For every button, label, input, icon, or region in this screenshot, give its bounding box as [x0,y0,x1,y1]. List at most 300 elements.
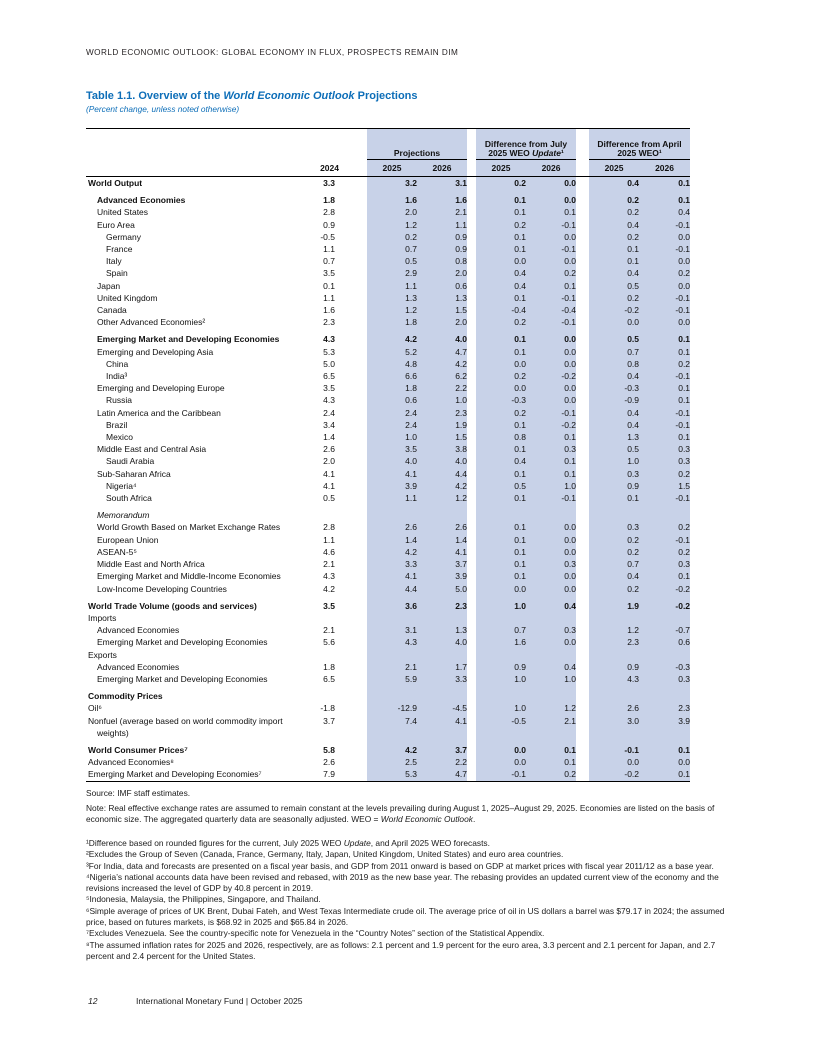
column-gap [467,407,476,419]
column-gap [467,661,476,673]
cell-april-2026: 0.1 [639,739,690,756]
table-row [86,189,690,206]
cell-april-2026: -0.1 [639,370,690,382]
cell-april-2026: -0.1 [639,407,690,419]
column-gap [576,407,589,419]
cell-proj-2026: 1.5 [417,431,467,443]
cell-july-2025: 0.2 [476,219,526,231]
cell-proj-2025: 4.3 [367,636,417,648]
cell-july-2025: 0.7 [476,624,526,636]
column-gap [467,129,476,160]
cell-april-2025: 0.2 [589,206,639,218]
row-label: France [106,244,133,255]
cell-april-2025: 0.4 [589,419,639,431]
cell-july-2025: 0.1 [476,570,526,582]
cell-proj-2026: 4.7 [417,768,467,781]
column-gap [339,570,367,582]
column-gap [467,649,476,661]
cell-april-2026: 0.0 [639,280,690,292]
cell-proj-2025 [367,612,417,624]
table-row [86,267,690,279]
cell-proj-2026 [417,685,467,702]
cell-april-2026: -0.2 [639,595,690,612]
row-label: Imports [88,612,117,623]
column-gap [576,756,589,768]
footnote: ⁴Nigeria’s national accounts data have been revised and rebased, with 2019 as the new base year. The rebasing provides an updated current view of the economy and the revisions increased the level of GDP by 40.8 percent in 2019. [86,871,719,894]
cell-2024: 1.8 [323,195,335,206]
cell-proj-2026: 4.2 [417,358,467,370]
cell-april-2026: -0.1 [639,292,690,304]
column-gap [576,521,589,533]
cell-april-2026 [639,649,690,661]
table-title-part1: Table 1.1. Overview of the [86,90,224,102]
cell-july-2025: 0.0 [476,583,526,595]
cell-2024: 1.1 [323,244,335,255]
cell-2024: 2.1 [323,559,335,570]
column-gap [576,468,589,480]
cell-proj-2026: 2.0 [417,316,467,328]
col-header-april-2026: 2026 [639,160,690,177]
cell-april-2026: 0.1 [639,431,690,443]
column-gap [339,407,367,419]
cell-july-2026: 0.0 [526,328,576,345]
cell-proj-2026: -4.5 [417,702,467,714]
cell-july-2025 [476,612,526,624]
cell-april-2025: 0.0 [589,756,639,768]
cell-april-2026 [639,727,690,739]
cell-july-2026: 0.0 [526,358,576,370]
cell-july-2026: 0.0 [526,394,576,406]
table-row [86,673,690,685]
cell-april-2025: 0.3 [589,521,639,533]
cell-proj-2026: 0.8 [417,255,467,267]
cell-april-2026: -0.1 [639,492,690,504]
cell-april-2025: 0.4 [589,177,639,190]
cell-july-2025: 0.9 [476,661,526,673]
column-gap [467,346,476,358]
cell-april-2025: 0.9 [589,480,639,492]
cell-july-2026: 0.3 [526,443,576,455]
cell-july-2025: 0.1 [476,521,526,533]
table-row [86,768,690,781]
cell-july-2026: -0.2 [526,419,576,431]
column-gap [576,267,589,279]
cell-2024: 1.1 [323,292,335,303]
cell-proj-2026: 1.1 [417,219,467,231]
column-gap [576,255,589,267]
cell-proj-2026: 3.9 [417,570,467,582]
cell-july-2026: 2.1 [526,715,576,727]
cell-april-2026: 2.3 [639,702,690,714]
column-gap [339,346,367,358]
cell-july-2026: 0.0 [526,231,576,243]
table-title [86,90,418,102]
cell-proj-2025: 4.8 [367,358,417,370]
column-gap [576,382,589,394]
column-gap [339,521,367,533]
column-gap [467,206,476,218]
cell-proj-2026: 4.0 [417,328,467,345]
cell-2024 [301,612,339,624]
cell-july-2026 [526,612,576,624]
cell-july-2026: 0.4 [526,661,576,673]
cell-april-2025: 0.2 [589,292,639,304]
table-subtitle: (Percent change, unless noted otherwise) [86,104,240,114]
cell-proj-2026 [417,612,467,624]
col-header-july-2025: 2025 [476,160,526,177]
column-gap [339,624,367,636]
cell-proj-2026: 2.2 [417,382,467,394]
cell-april-2025: 0.4 [589,407,639,419]
cell-april-2025: 0.5 [589,443,639,455]
cell-july-2025: 0.1 [476,492,526,504]
cell-2024: 4.3 [323,571,335,582]
cell-april-2026: 0.3 [639,673,690,685]
column-gap [339,739,367,756]
cell-april-2026: -0.7 [639,624,690,636]
cell-july-2026: 0.0 [526,534,576,546]
cell-2024: 1.6 [323,305,335,316]
row-label: Euro Area [97,219,135,230]
table-row [86,468,690,480]
column-gap [467,558,476,570]
column-gap [576,727,589,739]
cell-april-2025: 1.9 [589,595,639,612]
cell-july-2025: 0.0 [476,739,526,756]
cell-july-2025: 0.0 [476,358,526,370]
table-row [86,394,690,406]
cell-proj-2026: 4.0 [417,636,467,648]
column-gap [576,280,589,292]
cell-april-2026: 0.4 [639,206,690,218]
cell-2024 [301,685,339,702]
column-gap [467,492,476,504]
cell-2024: 2.6 [323,757,335,768]
cell-july-2025: 0.2 [476,407,526,419]
column-gap [467,480,476,492]
cell-proj-2025: 4.2 [367,739,417,756]
column-gap [576,370,589,382]
column-gap [339,189,367,206]
cell-proj-2025: 3.1 [367,624,417,636]
footer-text: International Monetary Fund | October 2025 [136,996,303,1006]
table-row [86,455,690,467]
footnote: ⁵Indonesia, Malaysia, the Philippines, Singapore, and Thailand. [86,894,321,905]
cell-proj-2026: 1.7 [417,661,467,673]
source-line: Source: IMF staff estimates. [86,788,191,798]
cell-april-2026: 0.6 [639,636,690,648]
cell-april-2025: 0.3 [589,468,639,480]
column-gap [339,492,367,504]
cell-2024: 2.3 [323,317,335,328]
table-row [86,756,690,768]
cell-april-2025: 0.5 [589,280,639,292]
cell-july-2026: 0.2 [526,768,576,781]
column-gap [576,243,589,255]
column-gap [339,480,367,492]
cell-july-2025: 0.0 [476,382,526,394]
table-row [86,243,690,255]
cell-april-2026: 0.3 [639,443,690,455]
cell-2024: 4.1 [323,468,335,479]
cell-2024: 4.3 [323,395,335,406]
cell-july-2026: 0.1 [526,468,576,480]
cell-2024: 3.5 [323,383,335,394]
column-gap [576,661,589,673]
cell-proj-2026: 1.2 [417,492,467,504]
column-gap [467,739,476,756]
cell-proj-2025: 1.8 [367,382,417,394]
cell-april-2026 [639,612,690,624]
column-gap [339,316,367,328]
cell-proj-2025: 3.2 [367,177,417,190]
column-gap [576,768,589,781]
column-gap [467,292,476,304]
cell-2024: 5.6 [323,637,335,648]
cell-april-2025: 2.3 [589,636,639,648]
cell-july-2026: 0.0 [526,521,576,533]
cell-july-2025: 0.1 [476,546,526,558]
row-label: United Kingdom [97,292,158,303]
table-row [86,255,690,267]
column-gap [339,455,367,467]
table-row [86,649,690,661]
column-gap [576,649,589,661]
column-gap [467,255,476,267]
cell-july-2026: 0.1 [526,756,576,768]
column-gap [339,431,367,443]
row-label: United States [97,207,149,218]
column-gap [339,394,367,406]
cell-april-2025: 0.2 [589,189,639,206]
column-gap [339,595,367,612]
table-row [86,280,690,292]
cell-april-2026: 0.1 [639,177,690,190]
column-gap [339,358,367,370]
cell-july-2025: 0.1 [476,328,526,345]
year-header-row [86,160,690,177]
column-gap [467,231,476,243]
cell-april-2026: 0.3 [639,558,690,570]
table-row [86,219,690,231]
row-label: Emerging Market and Developing Economies [97,334,280,345]
cell-july-2026: -0.2 [526,370,576,382]
running-head: WORLD ECONOMIC OUTLOOK: GLOBAL ECONOMY IN FLUX, PROSPECTS REMAIN DIM [86,48,459,57]
table-row [86,292,690,304]
cell-april-2026: 0.0 [639,255,690,267]
cell-april-2025: -0.2 [589,304,639,316]
col-header-proj-2026: 2026 [417,160,467,177]
column-gap [576,612,589,624]
cell-july-2025: 0.1 [476,292,526,304]
cell-2024: 0.9 [323,219,335,230]
cell-proj-2026: 3.8 [417,443,467,455]
cell-april-2026: 0.2 [639,358,690,370]
column-gap [339,702,367,714]
column-gap [467,468,476,480]
cell-july-2026: 0.0 [526,255,576,267]
cell-proj-2025: 1.8 [367,316,417,328]
cell-2024: 2.8 [323,207,335,218]
row-label: Middle East and North Africa [97,559,205,570]
cell-july-2026: -0.1 [526,316,576,328]
column-gap [467,521,476,533]
column-gap [576,534,589,546]
column-gap [339,558,367,570]
weo-projections-table [86,128,690,782]
cell-april-2025: 0.4 [589,370,639,382]
table-body [86,177,690,782]
column-gap [576,177,589,190]
table-row [86,443,690,455]
cell-july-2026: 0.3 [526,624,576,636]
column-gap [576,189,589,206]
cell-2024: 7.9 [301,768,339,781]
cell-proj-2025: 1.1 [367,280,417,292]
column-gap [339,546,367,558]
cell-proj-2025: 4.0 [367,455,417,467]
column-gap [576,739,589,756]
column-gap [576,219,589,231]
cell-april-2026: -0.1 [639,243,690,255]
cell-proj-2026: 1.4 [417,534,467,546]
row-label: Emerging Market and Developing Economies [97,673,268,684]
cell-proj-2026: 2.3 [417,407,467,419]
cell-proj-2026: 2.1 [417,206,467,218]
cell-april-2025 [589,504,639,521]
table-title-italic: World Economic Outlook [223,90,355,102]
cell-proj-2025: 1.1 [367,492,417,504]
cell-proj-2025: 1.0 [367,431,417,443]
cell-july-2025: -0.3 [476,394,526,406]
cell-july-2025: -0.4 [476,304,526,316]
cell-proj-2026: 1.5 [417,304,467,316]
column-gap [339,636,367,648]
cell-april-2025: -0.9 [589,394,639,406]
row-label: Exports [88,649,117,660]
column-gap [467,673,476,685]
column-gap [576,455,589,467]
column-gap [576,702,589,714]
row-label: Emerging Market and Developing Economies [97,637,268,648]
column-gap [576,583,589,595]
column-gap [576,328,589,345]
row-label: Latin America and the Caribbean [97,407,221,418]
cell-april-2025 [589,685,639,702]
column-gap [339,255,367,267]
col-header-2024: 2024 [301,160,339,177]
footnote: ²Excludes the Group of Seven (Canada, France, Germany, Italy, Japan, United Kingdom, United States) and euro area countries. [86,849,564,860]
row-label: Emerging and Developing Europe [97,383,225,394]
column-gap [467,370,476,382]
cell-april-2025: -0.1 [589,739,639,756]
column-gap [467,267,476,279]
cell-april-2026: -0.3 [639,661,690,673]
table-row [86,382,690,394]
cell-proj-2026: 2.3 [417,595,467,612]
cell-proj-2025: 4.2 [367,328,417,345]
cell-proj-2025: 2.1 [367,661,417,673]
table-row [86,480,690,492]
table-row [86,612,690,624]
row-label: Nigeria⁴ [106,480,137,491]
row-label: Other Advanced Economies² [97,317,206,328]
cell-april-2025: 3.0 [589,715,639,727]
row-label: Advanced Economies [97,195,186,206]
cell-2024: 5.8 [323,744,335,755]
column-gap [467,715,476,727]
cell-july-2025: 0.1 [476,231,526,243]
cell-proj-2025 [367,504,417,521]
table-row [86,570,690,582]
cell-proj-2025: 1.2 [367,219,417,231]
cell-proj-2026 [417,504,467,521]
cell-proj-2026: 0.6 [417,280,467,292]
table-row [86,504,690,521]
cell-april-2026: -0.2 [639,583,690,595]
row-label: European Union [97,534,159,545]
row-label: Memorandum [97,510,150,521]
table-row [86,370,690,382]
cell-july-2025: 0.1 [476,189,526,206]
cell-july-2025: 0.1 [476,534,526,546]
cell-april-2025: 0.7 [589,558,639,570]
footnote: ¹Difference based on rounded figures for the current, July 2025 WEO Update, and April 2025 WEO forecasts. [86,838,490,848]
column-gap [576,558,589,570]
column-gap [576,492,589,504]
cell-april-2026: 1.5 [639,480,690,492]
column-gap [576,231,589,243]
cell-april-2026: 0.2 [639,267,690,279]
cell-2024: 4.3 [323,334,335,345]
cell-2024: 3.5 [323,600,335,611]
column-gap [467,546,476,558]
col-header-proj-2025: 2025 [367,160,417,177]
cell-2024: 6.5 [323,371,335,382]
row-label: Emerging Market and Developing Economies⁷ [86,768,301,781]
cell-proj-2025 [367,727,417,739]
cell-april-2026: 0.0 [639,316,690,328]
column-gap [576,480,589,492]
cell-april-2025: 0.1 [589,492,639,504]
cell-proj-2026: 0.9 [417,243,467,255]
cell-july-2025: 1.0 [476,673,526,685]
cell-april-2025: 0.4 [589,267,639,279]
table-row [86,661,690,673]
cell-april-2026: 0.2 [639,468,690,480]
table-row [86,521,690,533]
column-gap [339,328,367,345]
table-row [86,431,690,443]
cell-proj-2025: 1.2 [367,304,417,316]
cell-july-2026: 0.0 [526,177,576,190]
cell-2024: 1.1 [323,534,335,545]
cell-april-2025 [589,727,639,739]
column-gap [339,129,367,160]
cell-proj-2025: 3.9 [367,480,417,492]
column-gap [576,394,589,406]
cell-july-2026 [526,727,576,739]
column-gap [467,328,476,345]
column-gap [467,756,476,768]
cell-proj-2026: 3.7 [417,558,467,570]
table-row [86,595,690,612]
column-gap [467,177,476,190]
column-gap [339,206,367,218]
column-gap [576,504,589,521]
column-gap [339,443,367,455]
cell-april-2026: 0.2 [639,521,690,533]
